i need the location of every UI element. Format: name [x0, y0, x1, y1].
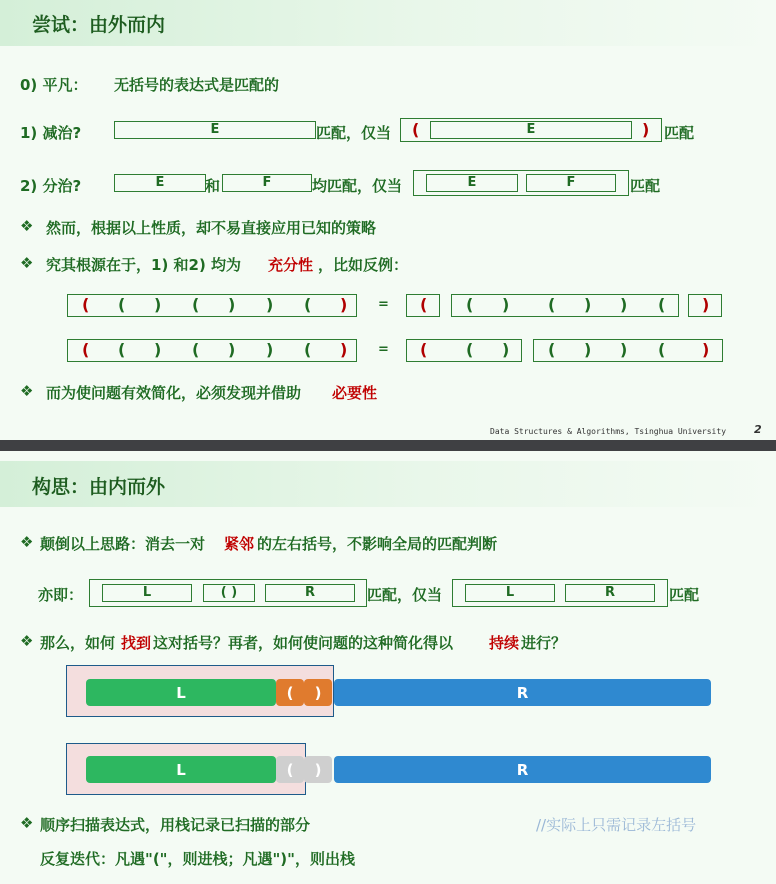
- line0-label: 0) 平凡：: [20, 76, 88, 94]
- bullet2-red1: 找到: [121, 634, 152, 652]
- label-inner-e: E: [526, 122, 536, 137]
- line1-label: 1) 减治?: [20, 124, 82, 142]
- bullet3-red: 必要性: [332, 384, 378, 402]
- paren: ): [702, 295, 710, 314]
- paren: ): [340, 295, 348, 314]
- paren: (: [548, 340, 556, 359]
- match-only-when: 匹配，仅当: [316, 124, 392, 142]
- label-f2: F: [262, 175, 272, 190]
- lparen-block-removed: (: [276, 756, 304, 783]
- bullet-icon: ❖: [20, 814, 34, 832]
- paren: (: [466, 295, 474, 314]
- equals-sign: =: [378, 342, 389, 357]
- rparen-block: ): [304, 679, 332, 706]
- paren: ): [266, 295, 274, 314]
- label-e3: E: [467, 175, 477, 190]
- iter-text: 反复迭代：凡遇"("，则进栈；凡遇")"，则出栈: [40, 850, 355, 868]
- label-l2: L: [505, 585, 515, 600]
- bullet2-text-c: 进行？: [521, 634, 567, 652]
- paren: (: [192, 340, 200, 359]
- bullet2-text-b: ，比如反例：: [318, 256, 409, 274]
- paren: (: [658, 340, 666, 359]
- bullet-icon: ❖: [20, 254, 34, 272]
- and-text: 和: [205, 177, 221, 195]
- bullet1-red: 紧邻: [224, 535, 255, 553]
- bullet-icon: ❖: [20, 217, 34, 235]
- equals-sign: =: [378, 297, 389, 312]
- paren: (: [466, 340, 474, 359]
- bullet2-red: 充分性: [268, 256, 314, 274]
- match-text: 匹配: [669, 586, 700, 604]
- paren: ): [702, 340, 710, 359]
- bullet3-text: 顺序扫描表达式，用栈记录已扫描的部分: [40, 816, 311, 834]
- slide-title: 构思：由内而外: [32, 476, 166, 498]
- paren: ): [620, 295, 628, 314]
- also-label: 亦即：: [38, 586, 84, 604]
- paren: (: [118, 295, 126, 314]
- paren: ): [502, 295, 510, 314]
- paren: ): [154, 340, 162, 359]
- comment-text: //实际上只需记录左括号: [536, 816, 697, 834]
- rparen-block-removed: ): [304, 756, 332, 783]
- bullet1-text: 然而，根据以上性质，却不易直接应用已知的策略: [46, 219, 377, 237]
- label-e: E: [210, 122, 220, 137]
- paren: (: [118, 340, 126, 359]
- line0-text: 无括号的表达式是匹配的: [114, 76, 280, 94]
- page-number: 2: [754, 423, 762, 436]
- lparen-block: (: [276, 679, 304, 706]
- paren: (: [304, 340, 312, 359]
- bullet-icon: ❖: [20, 632, 34, 650]
- counterexample-box: [451, 294, 679, 317]
- bullet-icon: ❖: [20, 533, 34, 551]
- bullet1-text-b: 的左右括号，不影响全局的匹配判断: [257, 535, 498, 553]
- bullet3-text-a: 而为使问题有效简化，必须发现并借助: [46, 384, 302, 402]
- both-match-only-when: 均匹配，仅当: [312, 177, 403, 195]
- lparen: (: [412, 120, 420, 139]
- paren: ): [502, 340, 510, 359]
- rparen: ): [642, 120, 650, 139]
- paren: ): [228, 340, 236, 359]
- match-text: 匹配: [664, 124, 695, 142]
- paren: (: [82, 295, 90, 314]
- paren: (: [420, 340, 428, 359]
- paren: (: [192, 295, 200, 314]
- paren: ): [154, 295, 162, 314]
- l-bar: L: [86, 756, 276, 783]
- label-e2: E: [155, 175, 165, 190]
- paren: ): [228, 295, 236, 314]
- bullet2-text-b: 这对括号？再者，如何使问题的这种简化得以: [153, 634, 454, 652]
- slide-1: [0, 0, 776, 440]
- l-bar: L: [86, 679, 276, 706]
- bullet2-red2: 持续: [489, 634, 520, 652]
- paren: ): [584, 295, 592, 314]
- label-l: L: [142, 585, 152, 600]
- match-text-2: 匹配: [630, 177, 661, 195]
- label-f3: F: [566, 175, 576, 190]
- counterexample-box: [67, 339, 357, 362]
- bullet2-text-a: 那么，如何: [40, 634, 116, 652]
- slide-2: [0, 451, 776, 884]
- paren: (: [420, 295, 428, 314]
- slide-title: 尝试：由外而内: [32, 14, 166, 36]
- bullet1-text-a: 颠倒以上思路：消去一对: [40, 535, 206, 553]
- match-only-when: 匹配，仅当: [367, 586, 443, 604]
- paren: ): [620, 340, 628, 359]
- r-bar: R: [334, 679, 711, 706]
- bullet-icon: ❖: [20, 382, 34, 400]
- slide-separator: [0, 440, 776, 451]
- counterexample-box: [67, 294, 357, 317]
- paren: (: [304, 295, 312, 314]
- bullet2-text-a: 究其根源在于，1) 和2) 均为: [46, 256, 242, 274]
- paren: (: [658, 295, 666, 314]
- paren: (: [82, 340, 90, 359]
- paren: ): [584, 340, 592, 359]
- counterexample-box: [533, 339, 723, 362]
- paren: (: [548, 295, 556, 314]
- footer-text: Data Structures & Algorithms, Tsinghua University: [490, 427, 727, 436]
- line2-label: 2) 分治?: [20, 177, 82, 195]
- label-pair: ( ): [220, 585, 238, 600]
- label-r: R: [304, 585, 315, 600]
- r-bar: R: [334, 756, 711, 783]
- paren: ): [266, 340, 274, 359]
- paren: ): [340, 340, 348, 359]
- label-r2: R: [604, 585, 615, 600]
